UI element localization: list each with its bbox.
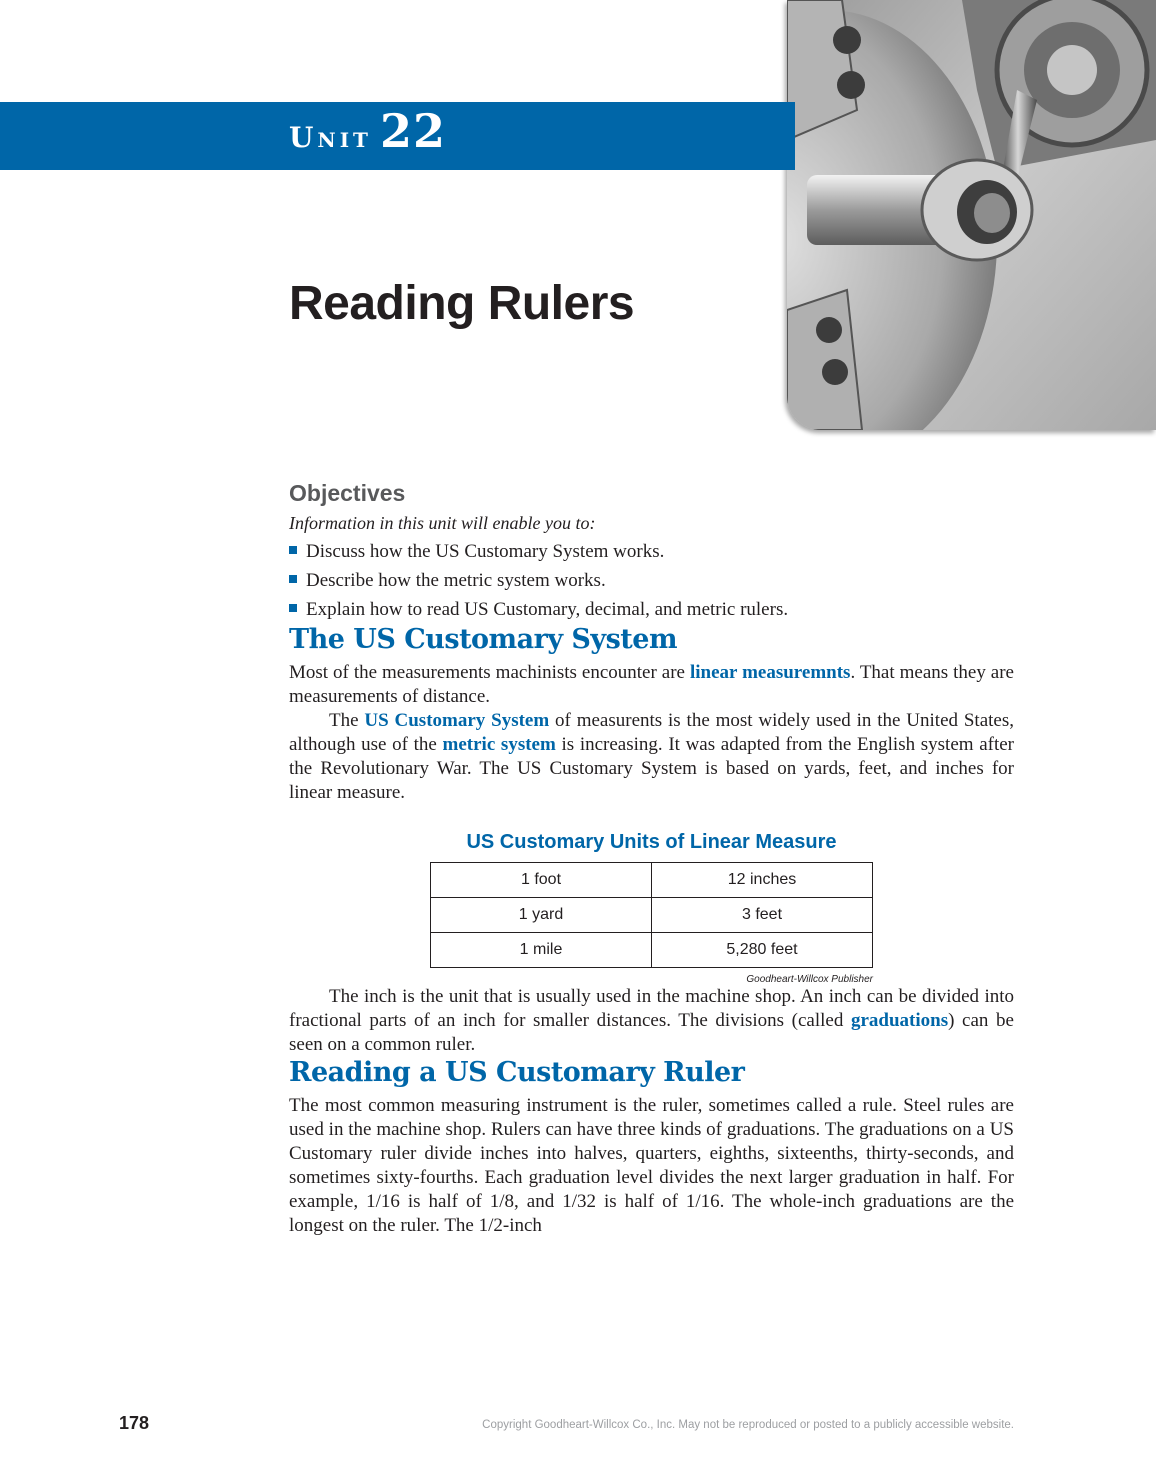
table-credit: Goodheart-Willcox Publisher — [746, 974, 873, 985]
objective-text: Explain how to read US Customary, decimal, and metric rulers. — [306, 599, 789, 620]
table-row — [431, 863, 873, 898]
key-term: metric system — [442, 734, 556, 755]
table-cell: 1 mile — [431, 933, 652, 968]
objective-text: Describe how the metric system works. — [306, 570, 606, 591]
body-paragraph: The most common measuring instrument is the ruler, sometimes called a rule. Steel rules are used in the machine shop. Rulers can have three kinds of graduations. The graduations on a US Customary ruler divide inches into halves, quarters, eighths, sixteenths, thirty-seconds, and sometimes sixty-fourths. Each graduation level divides the next larger graduation in half. For example, 1/16 is half of 1/8, and 1/32 is half of 1/16. The whole-inch graduations are the longest on the ruler. The 1/2-inch — [289, 1095, 1014, 1236]
text-run: Most of the measurements machinists encounter are — [289, 662, 690, 683]
text-run: of measurents is the most widely used in the United States, although use of the — [289, 710, 1014, 755]
table-cell: 12 inches — [652, 863, 873, 898]
linear-measure-figure — [430, 831, 873, 985]
table-cell: 5,280 feet — [652, 933, 873, 968]
objective-item — [289, 595, 1014, 624]
table-cell: 1 foot — [431, 863, 652, 898]
objective-item — [289, 566, 1014, 595]
table-cell: 1 yard — [431, 898, 652, 933]
unit-label — [289, 104, 446, 158]
body-paragraph — [289, 709, 1014, 805]
body-paragraph — [289, 661, 1014, 709]
text-run: The inch is the unit that is usually used in the machine shop. An inch can be divided into fractional parts of an inch for smaller distances. The divisions (called — [289, 986, 1014, 1031]
objectives-list — [289, 537, 1014, 624]
text-run: is increasing. It was adapted from the English system after the Revolutionary War. The US Customary System is based on yards, feet, and inches for linear measure. — [289, 734, 1015, 803]
unit-number: 22 — [379, 104, 446, 158]
square-bullet-icon — [289, 546, 297, 554]
text-run: The — [329, 710, 365, 731]
text-run: . That means they are measurements of distance. — [289, 662, 1014, 707]
unit-title: Reading Rulers — [289, 277, 635, 330]
objective-item — [289, 537, 1014, 566]
table-row — [431, 898, 873, 933]
key-term: linear measuremnts — [689, 662, 851, 683]
body-paragraph — [289, 985, 1014, 1057]
objectives-intro: Information in this unit will enable you to: — [289, 513, 596, 533]
square-bullet-icon — [289, 604, 297, 612]
objective-text: Discuss how the US Customary System works. — [306, 541, 665, 562]
text-run: ) can be seen on a common ruler. — [289, 1010, 1014, 1055]
section-heading-us-customary: The US Customary System — [289, 624, 678, 655]
page-content — [289, 480, 1014, 1238]
key-term: US Customary System — [364, 710, 550, 731]
linear-measure-table — [430, 862, 873, 968]
page-number: 178 — [119, 1413, 150, 1433]
table-title: US Customary Units of Linear Measure — [466, 831, 837, 853]
unit-opener-photo — [787, 0, 1156, 430]
copyright-notice: Copyright Goodheart-Willcox Co., Inc. May not be reproduced or posted to a publicly accessible website. — [482, 1419, 1014, 1431]
objectives-heading: Objectives — [289, 480, 406, 506]
table-row — [431, 933, 873, 968]
table-cell: 3 feet — [652, 898, 873, 933]
unit-word: Unit — [289, 121, 372, 154]
square-bullet-icon — [289, 575, 297, 583]
section-heading-reading-ruler: Reading a US Customary Ruler — [289, 1057, 745, 1088]
key-term: graduations — [850, 1010, 949, 1031]
